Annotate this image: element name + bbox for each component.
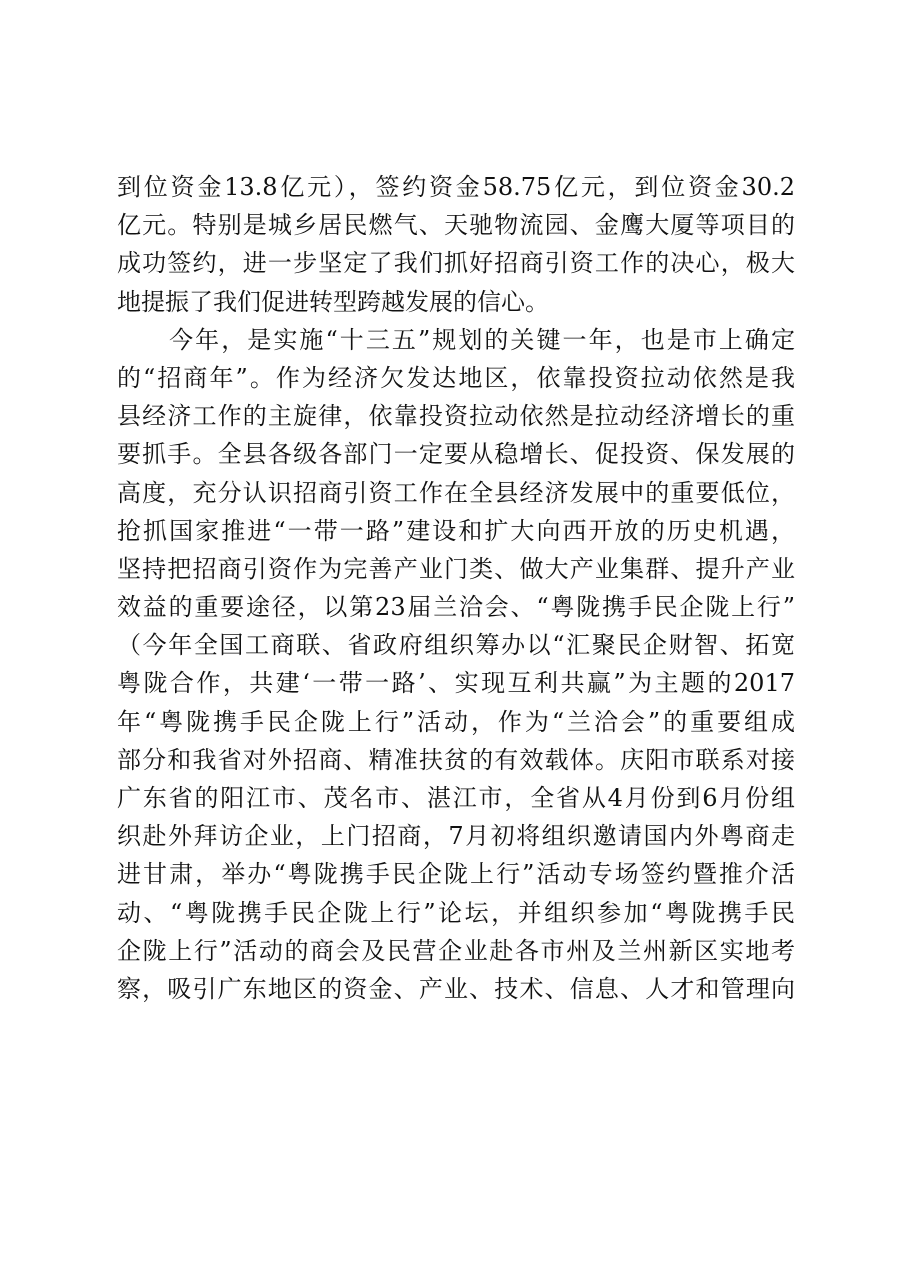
text-line: 坚持把招商引资作为完善产业门类、做大产业集群、提升产业 bbox=[117, 554, 795, 583]
text-line: 到位资金13.8亿元），签约资金58.75亿元，到位资金30.2 bbox=[117, 173, 795, 201]
text-line: 县经济工作的主旋律，依靠投资拉动依然是拉动经济增长的重 bbox=[117, 402, 795, 431]
text-line: 亿元。特别是城乡居民燃气、天驰物流园、金鹰大厦等项目的 bbox=[117, 211, 795, 240]
text-line: 织赴外拜访企业，上门招商，7月初将组织邀请国内外粤商走 bbox=[117, 822, 795, 851]
text-line: 的“招商年”。作为经济欠发达地区，依靠投资拉动依然是我 bbox=[117, 363, 795, 392]
body-text bbox=[117, 168, 795, 1008]
text-line: 粤陇合作，共建‘一带一路’、实现互利共赢”为主题的2017 bbox=[117, 669, 795, 698]
text-line: 动、“粤陇携手民企陇上行”论坛，并组织参加“粤陇携手民 bbox=[117, 898, 795, 927]
text-line: 地提振了我们促进转型跨越发展的信心。 bbox=[117, 287, 549, 316]
text-line: 进甘肃，举办“粤陇携手民企陇上行”活动专场签约暨推介活 bbox=[117, 860, 795, 889]
text-line: （今年全国工商联、省政府组织筹办以“汇聚民企财智、拓宽 bbox=[117, 631, 795, 660]
text-line: 高度，充分认识招商引资工作在全县经济发展中的重要低位， bbox=[117, 478, 795, 507]
text-line: 今年，是实施“十三五”规划的关键一年，也是市上确定 bbox=[117, 325, 795, 354]
text-line: 年“粤陇携手民企陇上行”活动，作为“兰洽会”的重要组成 bbox=[117, 707, 795, 736]
text-line: 察，吸引广东地区的资金、产业、技术、信息、人才和管理向 bbox=[117, 974, 795, 1003]
text-line: 要抓手。全县各级各部门一定要从稳增长、促投资、保发展的 bbox=[117, 440, 795, 469]
text-line: 成功签约，进一步坚定了我们抓好招商引资工作的决心，极大 bbox=[117, 249, 795, 278]
text-line: 效益的重要途径，以第23届兰洽会、“粤陇携手民企陇上行” bbox=[117, 593, 795, 622]
text-line: 广东省的阳江市、茂名市、湛江市，全省从4月份到6月份组 bbox=[117, 784, 795, 812]
text-line: 抢抓国家推进“一带一路”建设和扩大向西开放的历史机遇， bbox=[117, 516, 795, 545]
text-line: 企陇上行”活动的商会及民营企业赴各市州及兰州新区实地考 bbox=[117, 936, 795, 965]
text-line: 部分和我省对外招商、精准扶贫的有效载体。庆阳市联系对接 bbox=[117, 745, 795, 774]
